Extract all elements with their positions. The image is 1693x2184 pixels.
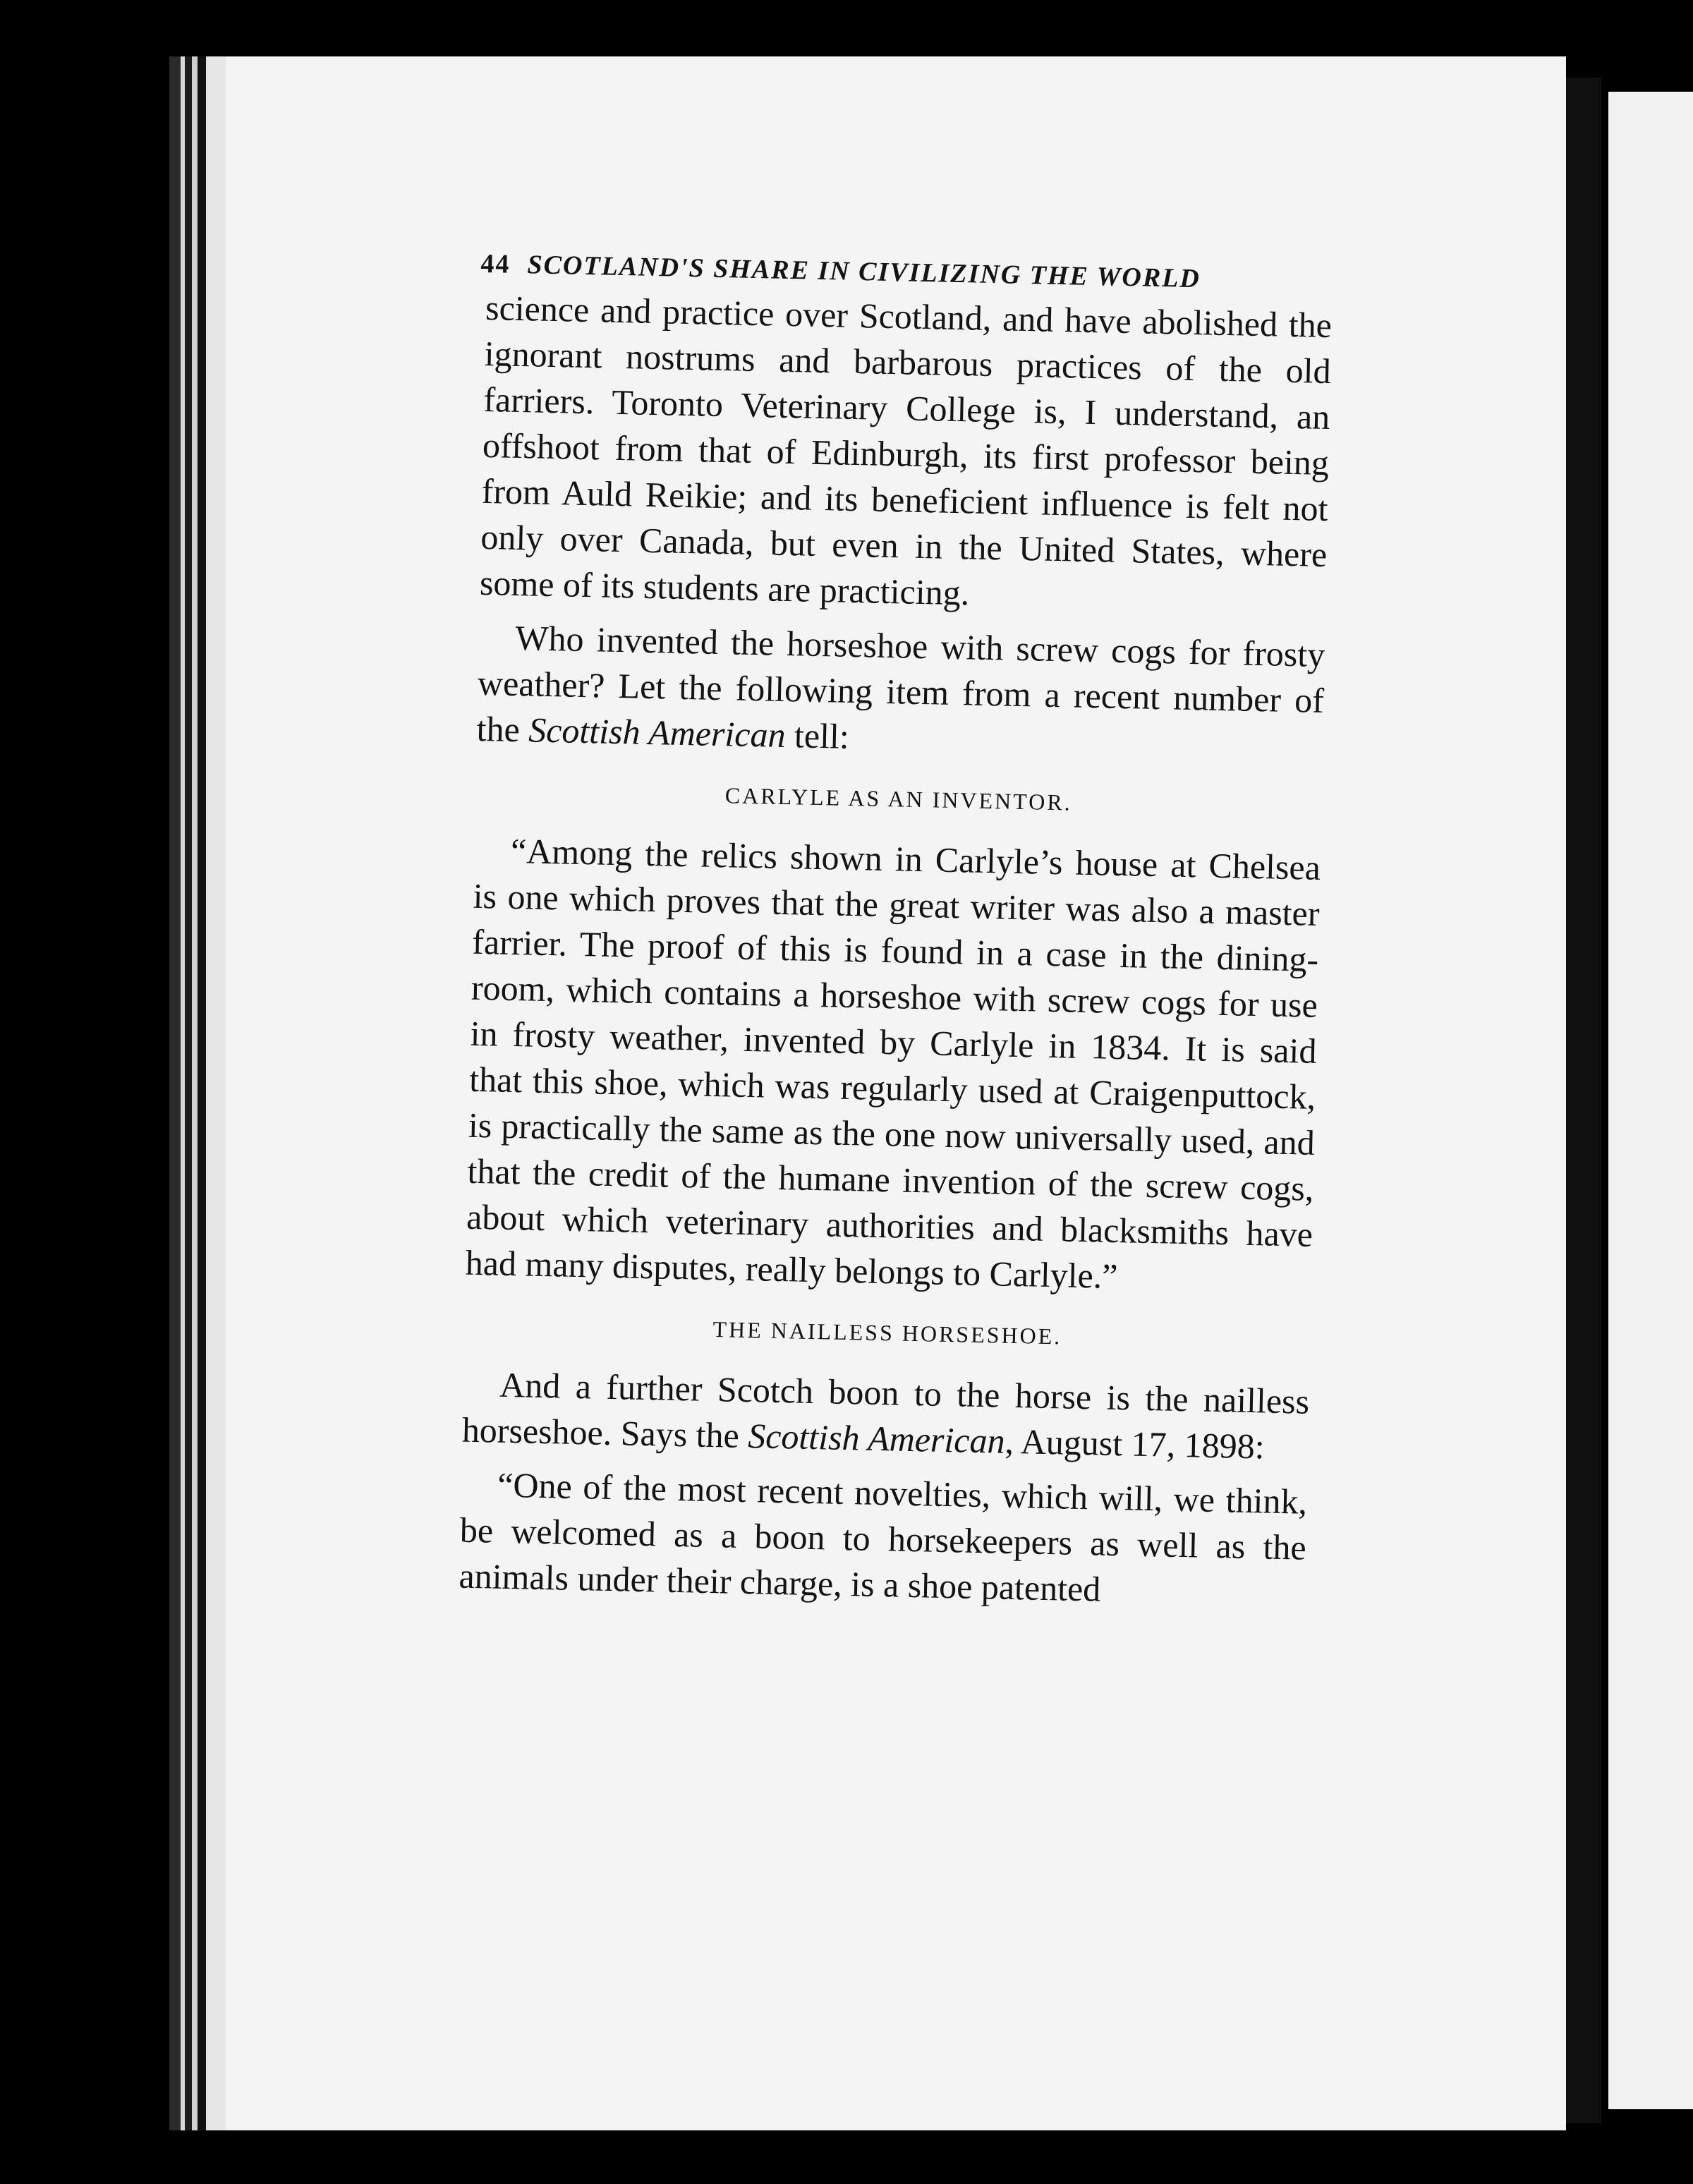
quote-novelties: “One of the most recent novelties, which will, we think, be welcomed as a boon to horsekeepers as well as the animals under their charge, is a shoe patented <box>459 1464 1308 1609</box>
section-heading-nailless: THE NAILLESS HORSESHOE. <box>712 1316 1062 1349</box>
book-binding-edge <box>169 56 226 2130</box>
facing-page-shadow <box>1566 78 1601 2123</box>
paragraph-text: And a further Scotch boon to the horse is the nailless horseshoe. Says the <box>461 1364 1310 1456</box>
facing-page-edge <box>1608 92 1693 2109</box>
publication-title: Scottish American <box>528 710 787 756</box>
paragraph-text: Who invented the horseshoe with screw cogs for frosty weather? Let the following item from a recent number of the <box>476 617 1325 750</box>
paragraph-horseshoe-question <box>476 614 1325 770</box>
paragraph-nailless <box>461 1361 1309 1471</box>
page-number: 44 <box>480 248 511 279</box>
publication-title: Scottish American <box>747 1416 1006 1461</box>
quote-carlyle: “Among the relics shown in Carlyle’s house at Chelsea is one which proves that the great writer was also a master farrier. The proof of this is found in a case in the dining-room, which contains a horseshoe with screw cogs for use in frosty weather, invented by Carlyle in 1834. It is said that this shoe, which was regularly used at Craigenputtock, is practically the same as the one now universally used, and that the credit of the humane invention of the screw cogs, about which veterinary authorities and blacksmiths have had many disputes, really belongs to Carlyle.” <box>465 830 1321 1297</box>
section-heading-carlyle: CARLYLE AS AN INVENTOR. <box>724 782 1073 815</box>
running-title: SCOTLAND'S SHARE IN CIVILIZING THE WORLD <box>527 250 1201 294</box>
paragraph-text: , August 17, 1898: <box>1004 1421 1266 1467</box>
page-content <box>459 248 1333 1617</box>
paragraph-veterinary: science and practice over Scotland, and have abolished the ignorant nostrums and barbarous practices of the old farriers. Toronto Veterinary College is, I understand, an offshoot from that of Edinburgh, its first professor being from Auld Reikie; and its beneficient influence is felt not only over Canada, but even in the United States, where some of its students are practicing. <box>479 287 1333 613</box>
paragraph-text: tell: <box>784 715 850 756</box>
